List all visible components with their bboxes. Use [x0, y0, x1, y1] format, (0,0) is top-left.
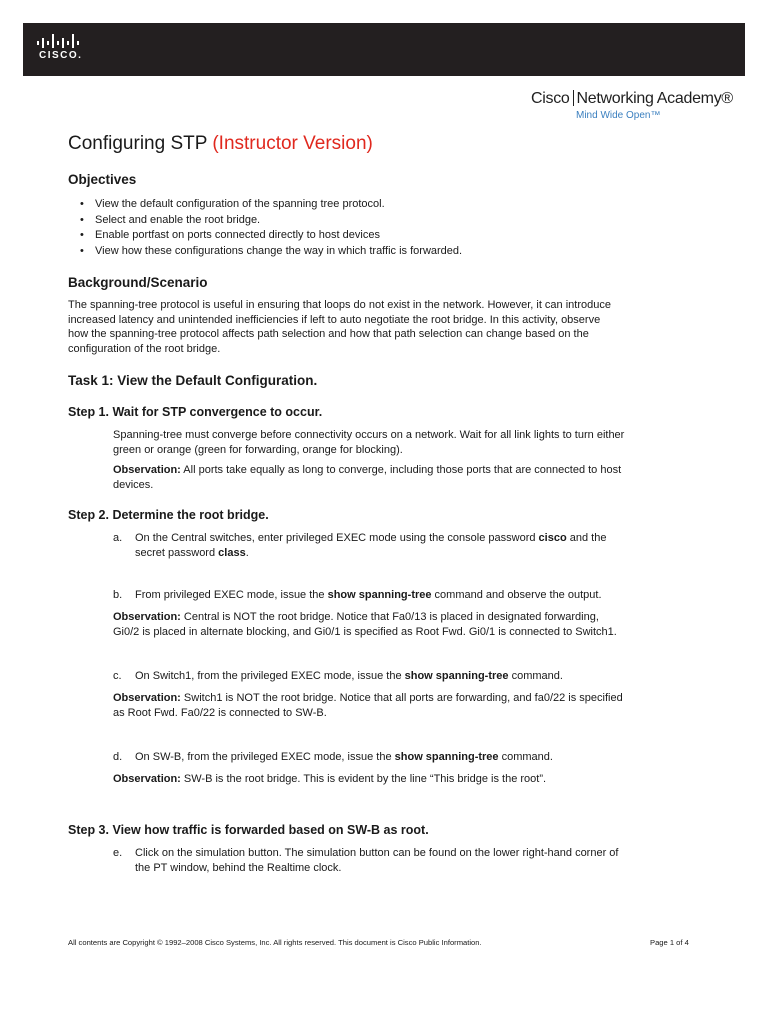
page-title: [68, 133, 373, 155]
cisco-logo: [36, 34, 96, 66]
step1-heading: Step 1. Wait for STP convergence to occur.: [68, 405, 323, 419]
step1-observation: Observation: All ports take equally as long to converge, including those ports that are connected to host devices.: [113, 464, 622, 491]
background-paragraph: The spanning-tree protocol is useful in ensuring that loops do not exist in the network. However, it can introduce increased latency and unintended inefficiencies if left to auto negotiate the root bridge. In this activity, observe how the spanning-tree protocol affects path selection and how that path selection can change based on the configuration of the root bridge.: [68, 299, 611, 355]
step2-b-observation: Observation: Central is NOT the root bridge. Notice that Fa0/13 is placed in designated forwarding, Gi0/2 is placed in alternate blocking, and Gi0/1 is specified as Root Fwd. Gi0/1 is connected to Switch1.: [113, 611, 617, 638]
list-item: • Select and enable the root bridge.: [78, 213, 462, 229]
list-item: • View how these configurations change the way in which traffic is forwarded.: [78, 244, 462, 260]
objectives-list: [78, 197, 462, 259]
list-item: • View the default configuration of the spanning tree protocol.: [78, 197, 462, 213]
task1-heading: Task 1: View the Default Configuration.: [68, 373, 318, 388]
academy-tagline: Mind Wide Open™: [576, 110, 661, 121]
objectives-heading: Objectives: [68, 172, 137, 187]
academy-logo: [531, 90, 733, 121]
header-banner: [23, 23, 745, 76]
academy-brand: Cisco: [531, 90, 570, 107]
cisco-wordmark: CISCO.: [39, 50, 83, 61]
footer-page-number: Page 1 of 4: [650, 938, 689, 947]
footer-copyright: All contents are Copyright © 1992–2008 Cisco Systems, Inc. All rights reserved. This document is Cisco Public Information.: [68, 938, 482, 947]
step1-paragraph: Spanning-tree must converge before connectivity occurs on a network. Wait for all link lights to turn either green or orange (green for forwarding, orange for blocking).: [113, 429, 625, 456]
title-version: (Instructor Version): [212, 133, 373, 154]
step2-c-observation: Observation: Switch1 is NOT the root bridge. Notice that all ports are forwarding, and fa0/22 is specified as Root Fwd. Fa0/22 is connected to SW-B.: [113, 692, 623, 719]
step3-item-e: e. Click on the simulation button. The simulation button can be found on the lower right-hand corner of the PT window, behind the Realtime clock.: [113, 847, 619, 874]
step2-item-c: c. On Switch1, from the privileged EXEC mode, issue the show spanning-tree command.: [113, 670, 563, 682]
step2-item-b: b. From privileged EXEC mode, issue the show spanning-tree command and observe the output.: [113, 589, 602, 601]
step2-item-a: a. On the Central switches, enter privileged EXEC mode using the console password cisco and the secret password class.: [113, 532, 607, 559]
academy-product: Networking Academy®: [576, 90, 733, 107]
step2-heading: Step 2. Determine the root bridge.: [68, 508, 269, 522]
step2-item-d: d. On SW-B, from the privileged EXEC mode, issue the show spanning-tree command.: [113, 751, 553, 763]
step3-heading: Step 3. View how traffic is forwarded based on SW-B as root.: [68, 823, 429, 837]
cisco-bars-icon: [36, 34, 86, 48]
list-item: • Enable portfast on ports connected directly to host devices: [78, 228, 462, 244]
step2-d-observation: Observation: SW-B is the root bridge. This is evident by the line “This bridge is the root”.: [113, 773, 547, 785]
title-main: Configuring STP: [68, 133, 208, 154]
background-heading: Background/Scenario: [68, 275, 208, 290]
